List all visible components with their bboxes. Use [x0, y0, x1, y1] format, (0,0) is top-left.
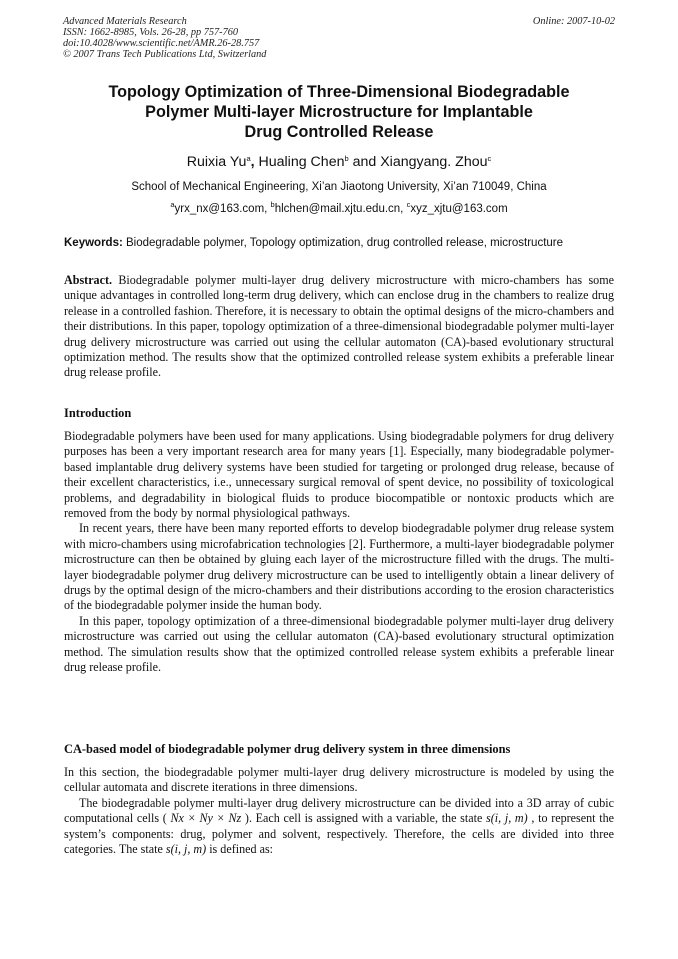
email-2: hlchen@mail.xjtu.edu.cn,	[274, 203, 407, 215]
author-2-mark: b	[344, 154, 349, 163]
journal-name: Advanced Materials Research	[63, 16, 187, 27]
ca-text-a: The biodegradable polymer multi-layer drug delivery microstructure can be divided into a 3D array of cubic computational cells (	[64, 795, 614, 826]
email-1-mark: a	[170, 200, 175, 209]
state-formula: s(i, j, m)	[486, 811, 528, 826]
email-2-mark: b	[270, 200, 275, 209]
issn-line: ISSN: 1662-8985, Vols. 26-28, pp 757-760	[63, 27, 239, 38]
title-line-2: Polymer Multi-layer Microstructure for Implantable	[145, 103, 533, 121]
ca-section-body	[64, 765, 614, 857]
intro-paragraph-2: In recent years, there have been many reported efforts to develop biodegradable polymer drug release system with micro-chambers using microfabrication technologies [2]. Furthermore, a multi-layer biodegradable polymer microstructure can then be obtained by gluing each layer of the microstructure filled with the drugs. The multi-layer biodegradable polymer drug delivery microstructure can be used to intelligently obtain a linear delivery of drugs by the optimal design of the micro-chambers and their distributions according to the erosion characteristics of the biodegradable polymer inside the human body.	[64, 521, 614, 613]
title-line-3: Drug Controlled Release	[244, 123, 434, 141]
keywords	[64, 236, 620, 251]
intro-paragraph-1: Biodegradable polymers have been used for many applications. Using biodegradable polymers for drug delivery purposes has been a very important research area for many years [1]. Especially, many biodegradable polymer-based implantable drug delivery systems have been studied for targeting or prolonged drug release, because of their excellent characteristics, i.e., unnecessary surgical removal of spent device, no possibility of toxicological problems, and degradability in biological fluids to produce biocompatible or nontoxic products which are removed from the body by normal physiological pathways.	[64, 429, 614, 521]
journal-metadata	[63, 16, 266, 60]
ca-paragraph-1: In this section, the biodegradable polymer multi-layer drug delivery microstructure is modeled by using the cellular automata and discrete iterations in three dimensions.	[64, 765, 614, 795]
introduction-heading: Introduction	[64, 406, 132, 420]
author-2: Hualing Chen	[258, 154, 345, 170]
affiliation: School of Mechanical Engineering, Xi’an Jiaotong University, Xi’an 710049, China	[131, 181, 547, 193]
email-3-mark: c	[406, 200, 411, 209]
online-date: Online: 2007-10-02	[532, 16, 615, 27]
email-1: yrx_nx@163.com,	[174, 203, 271, 215]
introduction-body	[64, 429, 614, 676]
copyright-line: © 2007 Trans Tech Publications Ltd, Switzerland	[63, 49, 267, 60]
author-emails	[60, 202, 618, 217]
abstract-label: Abstract.	[64, 273, 113, 287]
abstract-text: Biodegradable polymer multi-layer drug delivery microstructure with micro-chambers has some unique advantages in controlled long-term drug delivery, which can enclose drug in the chambers to realize drug release in a controlled fashion. Therefore, it is necessary to obtain the optimal designs of the micro-chambers and their distributions. In this paper, topology optimization of a three-dimensional biodegradable polymer multi-layer drug delivery microstructure was carried out using the cellular automaton (CA)-based evolutionary structural optimization method. The results show that the optimized controlled release system exhibits a preferable linear drug release profile.	[64, 273, 614, 380]
keywords-text: Biodegradable polymer, Topology optimization, drug controlled release, microstructure	[122, 237, 564, 249]
intro-paragraph-3: In this paper, topology optimization of a three-dimensional biodegradable polymer multi-layer drug delivery microstructure was carried out using the cellular automaton (CA)-based evolutionary structural optimization method. The simulation results show that the optimized controlled release system exhibits a preferable linear drug release profile.	[64, 613, 614, 675]
grid-size-formula: Nx × Ny × Nz	[170, 811, 242, 826]
author-separator: and	[348, 154, 381, 170]
doi-line: doi:10.4028/www.scientific.net/AMR.26-28.757	[63, 38, 260, 49]
author-1-mark: a	[246, 154, 251, 163]
author-1: Ruixia Yu	[186, 154, 247, 170]
author-separator: ,	[250, 154, 259, 170]
author-3: Xiangyang. Zhou	[380, 154, 488, 170]
author-list	[60, 153, 618, 171]
ca-text-d: is defined as:	[206, 842, 274, 857]
abstract	[64, 273, 614, 381]
ca-paragraph-2	[64, 796, 614, 858]
keywords-label: Keywords:	[64, 237, 123, 249]
state-formula: s(i, j, m)	[165, 842, 207, 857]
author-3-mark: c	[487, 154, 492, 163]
paper-title	[60, 82, 618, 142]
title-line-1: Topology Optimization of Three-Dimensional Biodegradable	[108, 83, 570, 101]
ca-section-heading: CA-based model of biodegradable polymer drug delivery system in three dimensions	[64, 742, 511, 756]
email-3: xyz_xjtu@163.com	[410, 203, 508, 215]
ca-text-b: ). Each cell is assigned with a variable, the state	[241, 811, 487, 826]
ca-text-c: , to represent the system’s components: drug, polymer and solvent, respectively. Therefore, the cells are divided into three categories. The state	[64, 811, 614, 857]
